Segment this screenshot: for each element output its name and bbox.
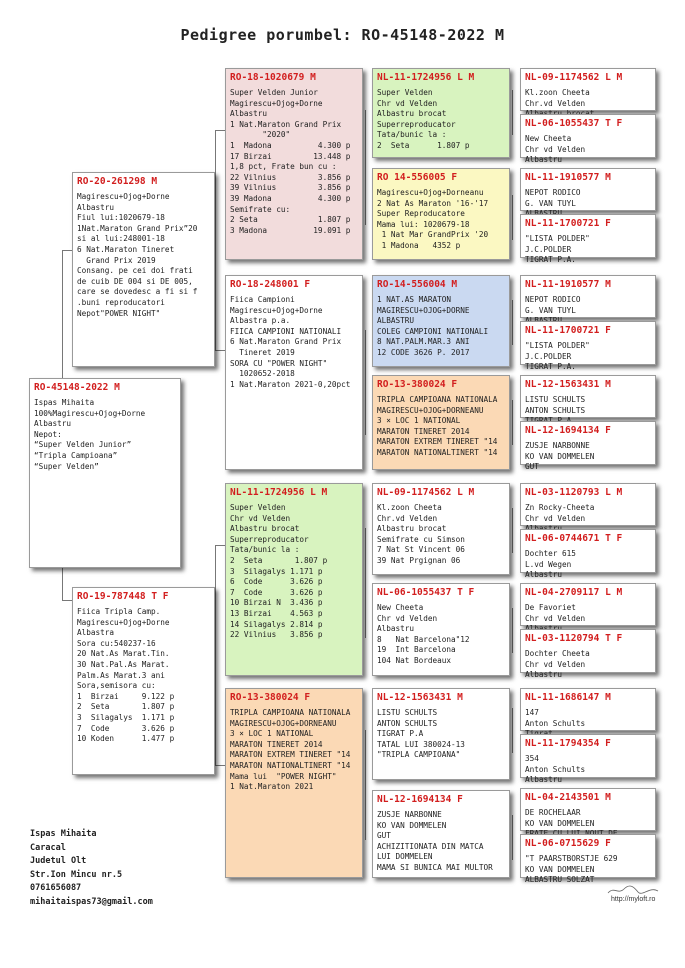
ring-number: NL-04-2709117 L M xyxy=(525,587,623,598)
pigeon-card-sss[interactable] xyxy=(372,68,510,158)
pigeon-details: Fiica Campioni Magirescu+Ojog+Dorne Albastra p.a. FIICA CAMPIONI NATIONALI 6 Nat.Maraton Grand Prix Tineret 2019 SORA CU "POWER NIGHT" 1020652-2018 1 Nat.Maraton 2021-0,20pct xyxy=(230,295,351,389)
pigeon-details: "LISTA POLDER" J.C.POLDER TIGRAT P.A. xyxy=(525,234,590,265)
connector-line xyxy=(62,250,72,251)
pigeon-details: Kl.zoon Cheeta Chr.vd Velden xyxy=(525,88,590,108)
pigeon-details: "LISTA POLDER" J.C.POLDER TIGRAT P.A. xyxy=(525,341,590,372)
pigeon-card-g4-14[interactable] xyxy=(520,734,656,785)
pigeon-details: TRIPLA CAMPIOANA NATIONALA MAGIRESCU+OJOG+DORNEANU 3 × LOC 1 NATIONAL MARATON TINERET 2014 MARATON EXTREM TINERET "14 MARATON NATIONALTINERT "14 xyxy=(377,395,498,457)
pigeon-card-g4-11[interactable] xyxy=(520,583,656,626)
pigeon-card-g4-12[interactable] xyxy=(520,629,656,680)
pigeon-details: New Cheeta Chr vd Velden Albastru xyxy=(525,134,586,165)
pigeon-details: ZUSJE NARBONNE KO VAN DOMMELEN GUT xyxy=(525,441,595,472)
ring-number: RO-18-1020679 M xyxy=(230,72,316,83)
connector-line xyxy=(215,130,216,350)
pigeon-details: LISTU SCHULTS ANTON SCHULTS xyxy=(525,395,586,415)
pigeon-details: Super Velden Junior Magirescu+Ojog+Dorne Albastru 1 Nat.Maraton Grand Prix "2020" 1 Madona 4.300 p 17 Birzai 13.448 p 1,8 pct, Frate bun cu : 22 Vilnius 3.856 p 39 Vilnius 3.856 p 39 Madona 4.300 p Semifrate cu: 2 Seta 1.807 p 3 Madona 19.091 p xyxy=(230,88,351,235)
connector-line xyxy=(512,815,513,860)
pigeon-card-g4-5[interactable] xyxy=(520,275,656,318)
connector-line xyxy=(512,195,513,240)
ring-number: NL-11-1724956 L M xyxy=(230,487,328,498)
pigeon-card-g4-7[interactable] xyxy=(520,375,656,418)
pigeon-card-g4-1[interactable] xyxy=(520,68,656,111)
pigeon-card-g4-10[interactable] xyxy=(520,529,656,580)
connector-line xyxy=(215,545,216,765)
pigeon-details: NEPOT RODICO G. VAN TUYL xyxy=(525,188,581,208)
pigeon-details: Super Velden Chr vd Velden Albastru brocat Superreproducator Tata/bunic la : 2 Seta 1.807 p xyxy=(377,88,470,150)
pigeon-card-g4-16[interactable] xyxy=(520,834,656,885)
ring-number: NL-12-1694134 F xyxy=(377,794,463,805)
ring-number: NL-12-1563431 M xyxy=(377,692,463,703)
watermark-url: http://myloft.ro xyxy=(611,896,656,903)
pigeon-details: Fiica Tripla Camp. Magirescu+Ojog+Dorne Albastra Sora cu:540237-16 20 Nat.As Marat.Tin. 30 Nat.Pal.As Marat. Palm.As Marat.3 ani Sora,semisora cu: 1 Birzai 9.122 p 2 Seta 1.807 p 3 Silagalys 1.171 p 7 Code 3.626 p 10 Koden 1.477 p xyxy=(77,607,175,744)
ring-number: NL-11-1700721 F xyxy=(525,218,611,229)
connector-line xyxy=(62,250,63,378)
pigeon-details: LISTU SCHULTS ANTON SCHULTS TIGRAT P.A TATAL LUI 380024-13 "TRIPLA CAMPIOANA" xyxy=(377,708,465,760)
ring-number: NL-09-1174562 L M xyxy=(525,72,623,83)
pigeon-card-sire-sire[interactable] xyxy=(225,68,363,260)
pigeon-details: Zn Rocky-Cheeta Chr vd Velden xyxy=(525,503,595,523)
connector-line xyxy=(215,350,225,351)
ring-number: RO-13-380024 F xyxy=(377,379,458,390)
pigeon-details: Magirescu+Ojog+Dorneanu 2 Nat As Maraton '16-'17 Super Reproducatore Mama lui: 1020679-18 1 Nat Mar GrandPrix '20 1 Madona 4352 p xyxy=(377,188,489,250)
pigeon-details: Dochter Cheeta Chr vd Velden Albastru xyxy=(525,649,590,680)
signature-logo xyxy=(606,884,661,896)
pigeon-card-dds[interactable] xyxy=(372,688,510,780)
ring-number: RO-14-556004 M xyxy=(377,279,458,290)
ring-number: NL-11-1910577 M xyxy=(525,172,611,183)
pigeon-details: "T PAARSTBORSTJE 629 KO VAN DOMMELEN ALBASTRU SOLZAT xyxy=(525,854,618,885)
ring-number: NL-09-1174562 L M xyxy=(377,487,475,498)
pigeon-details: New Cheeta Chr vd Velden Albastru 8 Nat Barcelona"12 19 Int Barcelona 104 Nat Bordeaux xyxy=(377,603,470,665)
pigeon-details: Dochter 615 L.vd Wegen Albastru xyxy=(525,549,576,580)
connector-line xyxy=(365,528,366,638)
connector-line xyxy=(365,330,366,435)
connector-line xyxy=(365,110,366,225)
ring-number: RO-45148-2022 M xyxy=(34,382,120,393)
pigeon-details: TRIPLA CAMPIOANA NATIONALA MAGIRESCU+OJOG+DORNEANU 3 × LOC 1 NATIONAL MARATON TINERET 2014 MARATON EXTREM TINERET "14 MARATON NATIONALTINERT "14 Mama lui "POWER NIGHT" 1 Nat.Maraton 2021 xyxy=(230,708,351,792)
pigeon-card-dss[interactable] xyxy=(372,483,510,575)
connector-line xyxy=(512,508,513,553)
pigeon-details: NEPOT RODICO G. VAN TUYL xyxy=(525,295,581,315)
connector-line xyxy=(215,130,225,131)
connector-line xyxy=(62,600,72,601)
ring-number: RO-13-380024 F xyxy=(230,692,311,703)
pigeon-card-g4-15[interactable] xyxy=(520,788,656,831)
pigeon-card-g4-4[interactable] xyxy=(520,214,656,265)
ring-number: RO 14-556005 F xyxy=(377,172,458,183)
ring-number: NL-11-1686147 M xyxy=(525,692,611,703)
connector-line xyxy=(512,608,513,653)
pigeon-details: ZUSJE NARBONNE KO VAN DOMMELEN GUT ACHIZITIONATA DIN MATCA LUI DOMMELEN MAMA SI BUNICA MAI MULTOR xyxy=(377,810,493,872)
connector-line xyxy=(512,400,513,445)
pigeon-details: Ispas Mihaita 100%Magirescu+Ojog+Dorne Albastru Nepot: “Super Velden Junior” “Tripla Campioana” “Super Velden” xyxy=(34,398,146,471)
ring-number: NL-06-0744671 T F xyxy=(525,533,623,544)
pigeon-card-sds[interactable] xyxy=(372,275,510,367)
pigeon-details: Kl.zoon Cheeta Chr.vd Velden Albastru brocat Semifrate cu Simson 7 Nat St Vincent 06 39 Nat Prgignan 06 xyxy=(377,503,465,565)
pigeon-card-sire[interactable] xyxy=(72,172,215,367)
pigeon-card-ssd[interactable] xyxy=(372,168,510,260)
pigeon-details: DE ROCHELAAR KO VAN DOMMELEN xyxy=(525,808,595,828)
ring-number: RO-18-248001 F xyxy=(230,279,311,290)
pigeon-card-ddd[interactable] xyxy=(372,790,510,878)
ring-number: RO-19-787448 T F xyxy=(77,591,169,602)
ring-number: NL-06-1055437 T F xyxy=(377,587,475,598)
pigeon-details: Super Velden Chr vd Velden Albastru brocat Superreproducator Tata/bunic la : 2 Seta 1.807 p 3 Silagalys 1.171 p 6 Code 3.626 p 7 Code 3.626 p 10 Birzai N 3.436 p 13 Birzai 4.563 p 14 Silagalys 2.814 p 22 Vilnius 3.856 p xyxy=(230,503,328,640)
pigeon-card-sdd[interactable] xyxy=(372,375,510,470)
pigeon-card-dam-dam[interactable] xyxy=(225,688,363,878)
pigeon-card-g4-9[interactable] xyxy=(520,483,656,526)
ring-number: NL-04-2143501 M xyxy=(525,792,611,803)
ring-number: NL-06-1055437 T F xyxy=(525,118,623,129)
ring-number: NL-11-1724956 L M xyxy=(377,72,475,83)
ring-number: NL-11-1910577 M xyxy=(525,279,611,290)
ring-number: NL-06-0715629 F xyxy=(525,838,611,849)
pigeon-card-dsd[interactable] xyxy=(372,583,510,676)
ring-number: NL-11-1794354 F xyxy=(525,738,611,749)
pigeon-details: 354 Anton Schults Albastru xyxy=(525,754,586,785)
pigeon-card-g4-6[interactable] xyxy=(520,321,656,372)
connector-line xyxy=(512,90,513,135)
pigeon-card-g4-2[interactable] xyxy=(520,114,656,165)
ring-number: NL-12-1563431 M xyxy=(525,379,611,390)
pigeon-details: 147 Anton Schults xyxy=(525,708,586,728)
connector-line xyxy=(365,730,366,840)
connector-line xyxy=(512,300,513,345)
pigeon-card-dam[interactable] xyxy=(72,587,215,775)
connector-line xyxy=(215,545,225,546)
page-title: Pedigree porumbel: RO-45148-2022 M xyxy=(180,26,505,44)
pigeon-card-subject[interactable] xyxy=(29,378,181,568)
ring-number: RO-20-261298 M xyxy=(77,176,158,187)
ring-number: NL-12-1694134 F xyxy=(525,425,611,436)
ring-number: NL-03-1120794 T F xyxy=(525,633,623,644)
pigeon-details: 1 NAT.AS MARATON MAGIRESCU+OJOG+DORNE ALBASTRU COLEG CAMPIONI NATIONALI 8 NAT.PALM.MAR.3 ANI 12 CODE 3626 P. 2017 xyxy=(377,295,489,357)
pigeon-details: De Favoriet Chr vd Velden xyxy=(525,603,586,623)
pigeon-card-g4-8[interactable] xyxy=(520,421,656,472)
ring-number: NL-11-1700721 F xyxy=(525,325,611,336)
pigeon-card-g4-13[interactable] xyxy=(520,688,656,731)
pigeon-details: Magirescu+Ojog+Dorne Albastru Fiul lui:1020679-18 1Nat.Maraton Grand Prix”20 si al lui:248001-18 6 Nat.Maraton Tineret Grand Prix 2019 Consang. pe cei doi frati de cuib DE 004 si DE 005, care se dovedesc a fi si f .buni reproducatori Nepot"POWER NIGHT" xyxy=(77,192,198,318)
pigeon-card-dam-sire[interactable] xyxy=(225,483,363,676)
connector-line xyxy=(512,708,513,753)
connector-line xyxy=(62,568,63,600)
breeder-contact: Ispas Mihaita Caracal Judetul Olt Str.Ion Mincu nr.5 0761656087 mihaitaispas73@gmail.com xyxy=(30,829,153,907)
connector-line xyxy=(215,765,225,766)
ring-number: NL-03-1120793 L M xyxy=(525,487,623,498)
pigeon-card-g4-3[interactable] xyxy=(520,168,656,211)
pigeon-card-sire-dam[interactable] xyxy=(225,275,363,470)
